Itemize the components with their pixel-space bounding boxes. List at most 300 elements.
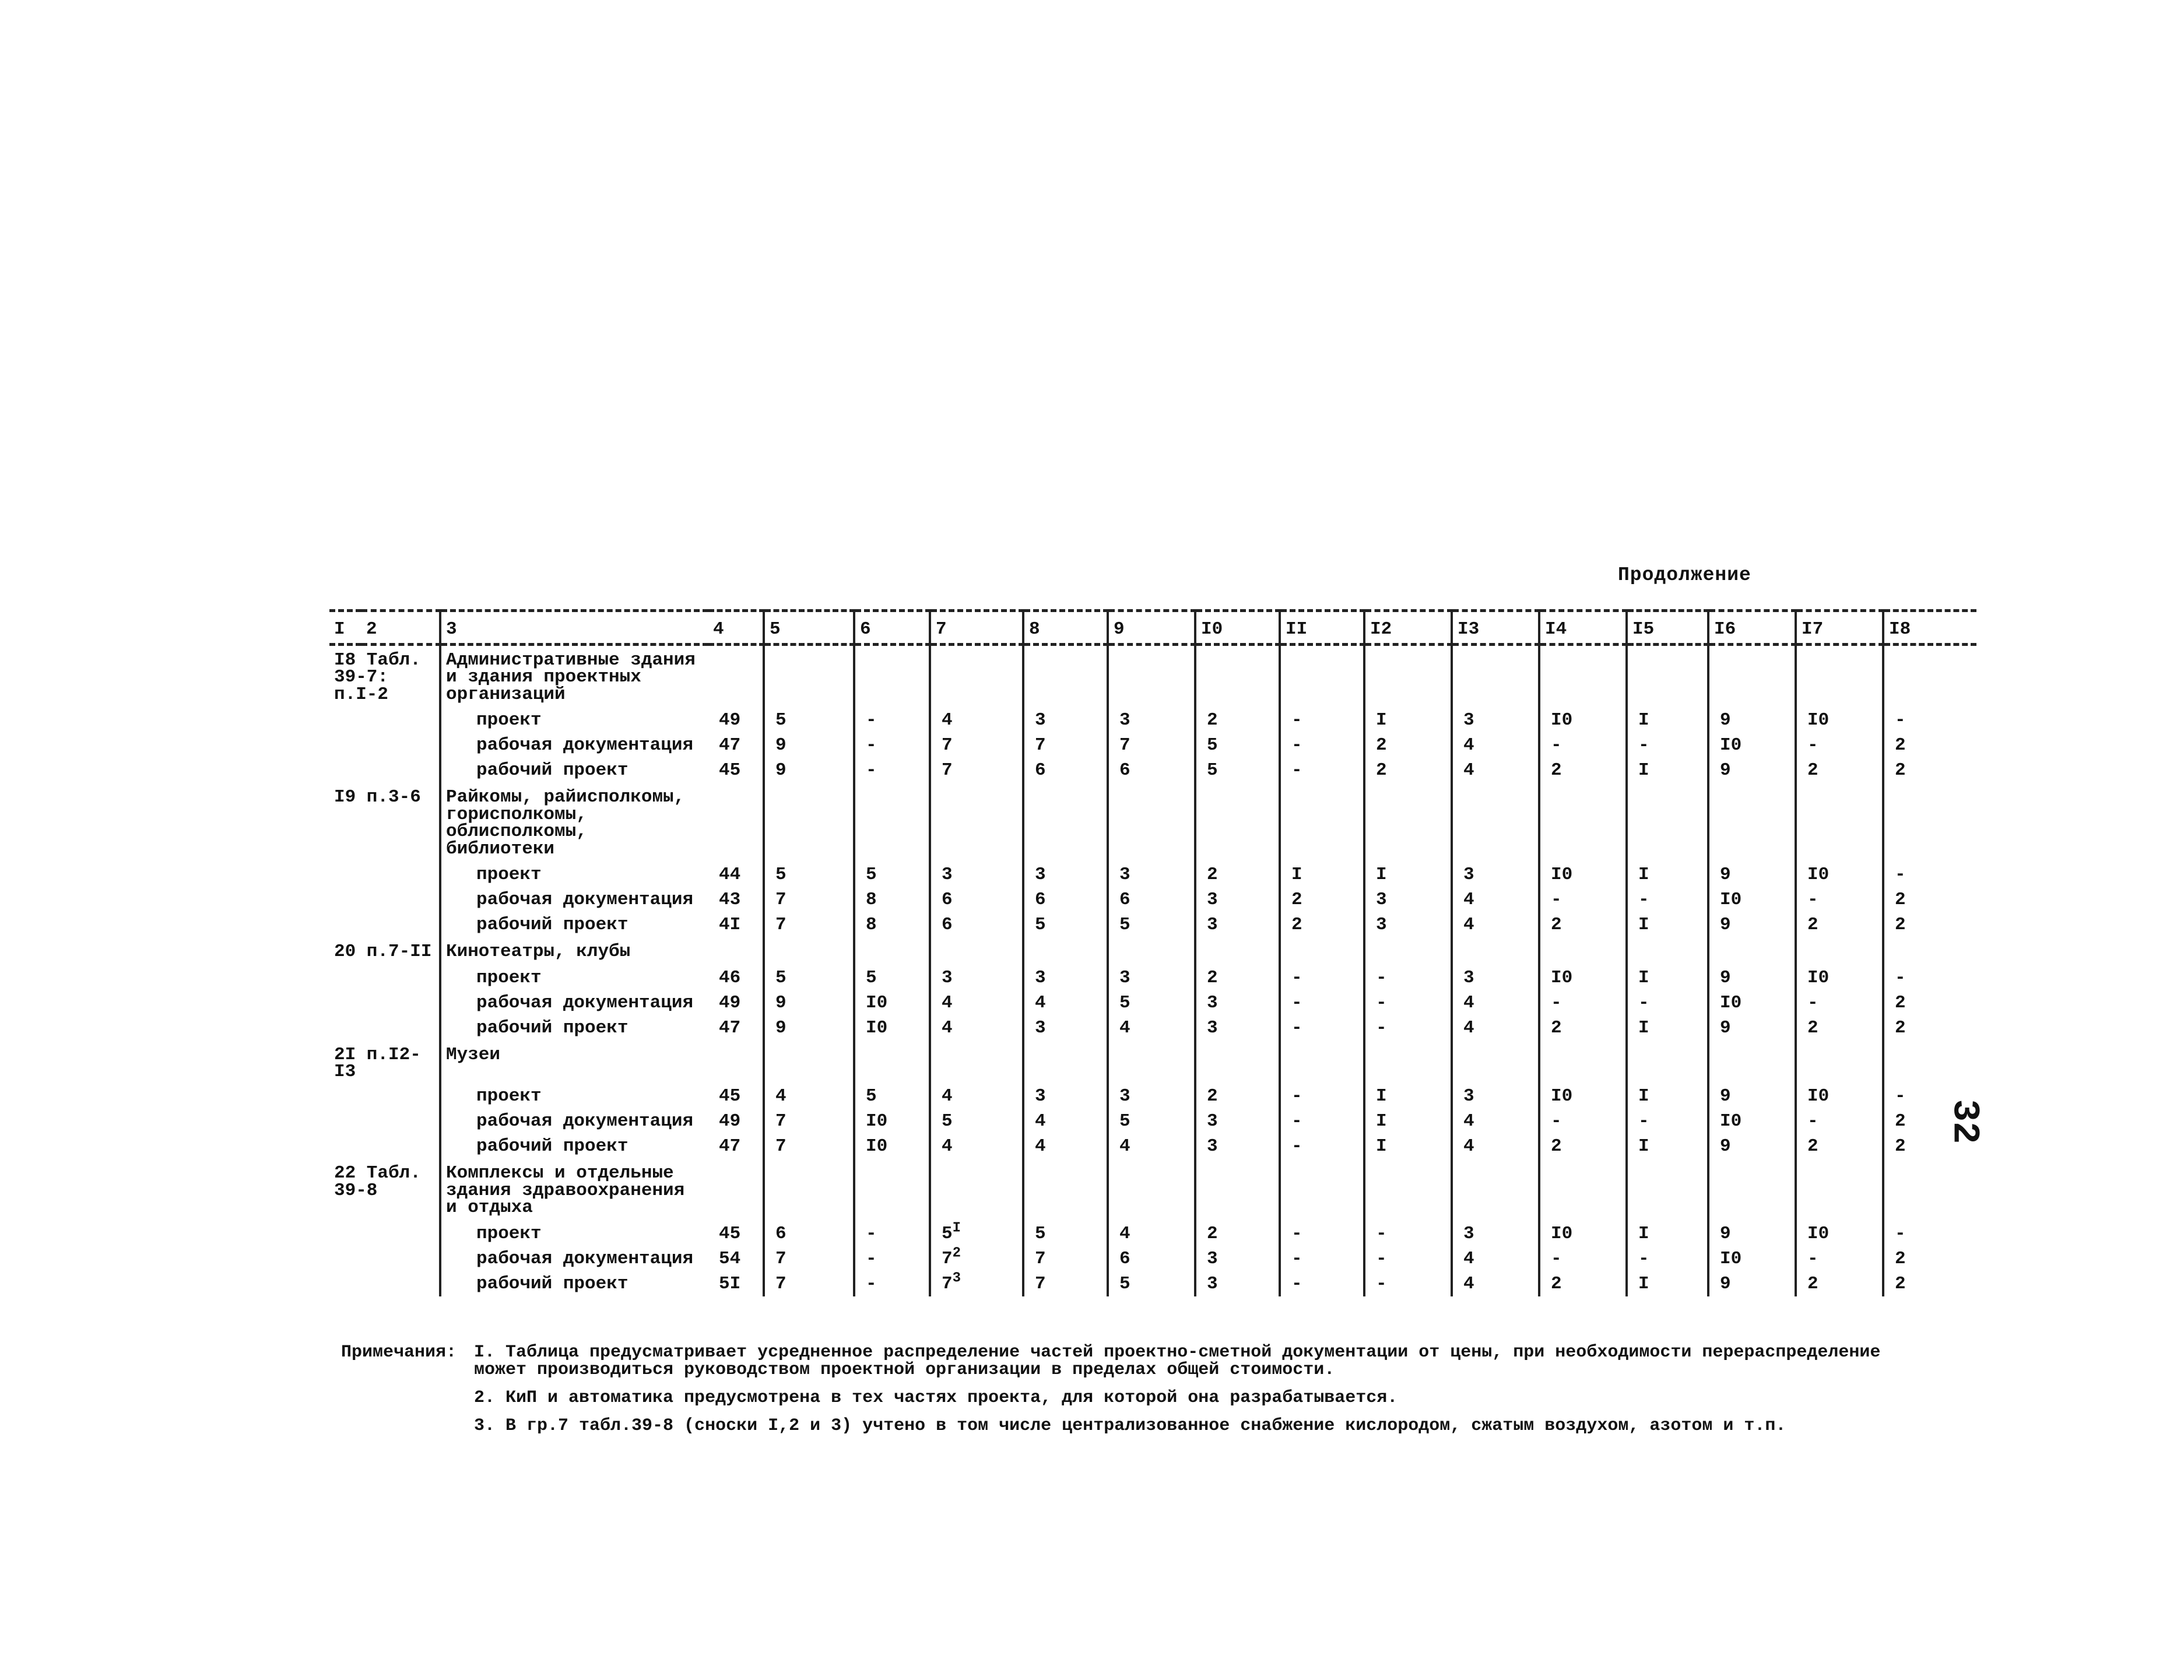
table-cell xyxy=(1364,912,1452,937)
cell-value: I0 xyxy=(1720,1248,1742,1269)
table-cell xyxy=(1195,1084,1280,1109)
table-cell xyxy=(930,1271,1023,1296)
cell-value: 3 xyxy=(1207,992,1218,1013)
cell-value: - xyxy=(1895,967,1906,988)
cell-value: I0 xyxy=(1807,967,1830,988)
cell-value: I0 xyxy=(866,1136,888,1157)
table-cell xyxy=(1195,733,1280,758)
cell-value: 9 xyxy=(1720,1086,1731,1107)
row-label: рабочая документация xyxy=(440,733,708,758)
table-cell xyxy=(1364,733,1452,758)
cell-value: - xyxy=(1291,760,1302,781)
cell-value: I xyxy=(1638,1273,1649,1294)
empty-cell xyxy=(854,937,930,965)
table-cell xyxy=(1627,1015,1708,1041)
table-cell xyxy=(1364,1134,1452,1159)
table-cell xyxy=(1627,990,1708,1015)
table-cell xyxy=(764,1221,854,1246)
cell-value: 2 xyxy=(1895,760,1906,781)
cell-value: 2 xyxy=(1207,1086,1218,1107)
cell-value: I0 xyxy=(866,1111,888,1132)
cell-value: 4 xyxy=(1119,1223,1130,1244)
table-cell xyxy=(930,1084,1023,1109)
table-cell xyxy=(1883,887,1976,912)
cell-value: 3 xyxy=(1207,1273,1218,1294)
column-header: I2 xyxy=(1364,611,1452,645)
table-cell xyxy=(1195,887,1280,912)
cell-value: - xyxy=(1291,1223,1302,1244)
table-cell xyxy=(1708,1246,1796,1271)
cell-value: 4 xyxy=(1463,1017,1474,1038)
table-cell xyxy=(854,1271,930,1296)
table-cell xyxy=(1280,862,1364,887)
cell-value: 2 xyxy=(1551,760,1562,781)
table-cell xyxy=(708,912,764,937)
table-cell xyxy=(1539,990,1627,1015)
table-cell xyxy=(1195,1246,1280,1271)
empty-cell xyxy=(1108,783,1195,862)
table-cell xyxy=(1708,758,1796,783)
table-cell xyxy=(708,708,764,733)
empty-cell xyxy=(1108,1041,1195,1084)
cell-value: - xyxy=(1551,1111,1562,1132)
table-cell xyxy=(1452,912,1539,937)
empty-cell xyxy=(1364,645,1452,708)
table-cell xyxy=(1364,1084,1452,1109)
table-cell xyxy=(930,1134,1023,1159)
cell-value: 9 xyxy=(775,760,786,781)
notes-label: Примечания: xyxy=(341,1342,457,1362)
cell-value: 7 xyxy=(775,1273,786,1294)
table-cell xyxy=(764,1084,854,1109)
table-cell xyxy=(1796,965,1883,990)
table-cell xyxy=(1452,1015,1539,1041)
cell-value: I xyxy=(1638,760,1649,781)
cell-value: 4 xyxy=(942,992,953,1013)
table-cell xyxy=(1627,733,1708,758)
table-group-row xyxy=(329,1041,1976,1084)
table-cell xyxy=(930,708,1023,733)
empty-cell xyxy=(1883,645,1976,708)
cell-value: 4 xyxy=(942,1086,953,1107)
cell-value: I xyxy=(1376,1111,1387,1132)
table-row xyxy=(329,1015,1976,1041)
cell-value: 3 xyxy=(1035,967,1046,988)
cell-value: 3 xyxy=(1207,890,1218,911)
cell-value: 4 xyxy=(1463,1111,1474,1132)
cell-value: - xyxy=(866,760,877,781)
cell-value: 2 xyxy=(1376,735,1387,756)
empty-cell xyxy=(1364,783,1452,862)
empty-cell xyxy=(1452,1159,1539,1221)
table-cell xyxy=(930,1015,1023,1041)
table-cell xyxy=(1280,912,1364,937)
cell-value: 5 xyxy=(1035,915,1046,936)
cell-value: 3 xyxy=(1463,710,1474,731)
empty-cell xyxy=(708,783,764,862)
table-cell xyxy=(1023,862,1108,887)
empty-cell xyxy=(1023,1041,1108,1084)
table-cell xyxy=(854,1109,930,1134)
table-cell xyxy=(1280,1134,1364,1159)
table-cell xyxy=(1708,1134,1796,1159)
table-cell xyxy=(1023,1084,1108,1109)
cell-value: I xyxy=(1291,864,1302,885)
cell-value: 3 xyxy=(1035,710,1046,731)
column-header: I4 xyxy=(1539,611,1627,645)
cell-value: 3 xyxy=(1119,967,1130,988)
cell-value: - xyxy=(1291,1086,1302,1107)
table-cell xyxy=(1539,1015,1627,1041)
group-number: 2I п.I2-I3 xyxy=(334,1044,421,1082)
empty-cell xyxy=(930,645,1023,708)
cell-value: 2 xyxy=(1207,967,1218,988)
cell-value: 3 xyxy=(1035,1086,1046,1107)
cell-value: I xyxy=(1638,1223,1649,1244)
cell-value: 2 xyxy=(1207,1223,1218,1244)
table-cell xyxy=(764,1246,854,1271)
table-group-row xyxy=(329,1159,1976,1221)
cell-value: - xyxy=(1291,735,1302,756)
group-number: I9 п.3-6 xyxy=(334,787,421,808)
cell-value: - xyxy=(1807,890,1818,911)
empty-cell xyxy=(764,1041,854,1084)
column-header: I5 xyxy=(1627,611,1708,645)
table-cell xyxy=(854,965,930,990)
group-title: Комплексы и отдельные здания здравоохранения и отдыха xyxy=(440,1159,708,1221)
cell-value: 2 xyxy=(1895,915,1906,936)
cell-value: 4 xyxy=(1463,1248,1474,1269)
cell-value: 7 xyxy=(942,1273,953,1294)
cell-value: I xyxy=(1638,1017,1649,1038)
cell-value: 6 xyxy=(1119,760,1130,781)
table-cell xyxy=(1883,1109,1976,1134)
table-cell xyxy=(1452,1134,1539,1159)
table-cell xyxy=(1452,1084,1539,1109)
cell-value: 4 xyxy=(775,1086,786,1107)
table-cell xyxy=(1364,758,1452,783)
table-cell xyxy=(1364,887,1452,912)
cell-value: I0 xyxy=(1807,864,1830,885)
cell-value: I xyxy=(1376,1136,1387,1157)
table-cell xyxy=(1708,862,1796,887)
empty-cell xyxy=(1280,937,1364,965)
empty-cell xyxy=(1627,1041,1708,1084)
table-cell xyxy=(1364,1221,1452,1246)
empty-cell xyxy=(1883,1041,1976,1084)
cell-value: 54 xyxy=(719,1248,741,1269)
cell-value: 4 xyxy=(1463,760,1474,781)
table-cell xyxy=(1023,1221,1108,1246)
table-cell xyxy=(1108,1134,1195,1159)
cell-value: - xyxy=(1638,890,1649,911)
table-cell xyxy=(1195,1221,1280,1246)
table-cell xyxy=(1627,1109,1708,1134)
table-cell xyxy=(1539,862,1627,887)
empty-cell xyxy=(1539,937,1627,965)
table-row xyxy=(329,1084,1976,1109)
table-cell xyxy=(1883,758,1976,783)
table-cell xyxy=(1796,1246,1883,1271)
cell-value: 4 xyxy=(1463,992,1474,1013)
table-cell xyxy=(1796,1084,1883,1109)
cell-value: 5 xyxy=(775,967,786,988)
empty-cell xyxy=(329,990,440,1015)
table-cell xyxy=(1539,758,1627,783)
table-cell xyxy=(1280,1109,1364,1134)
cell-value: 5 xyxy=(775,710,786,731)
cell-value: - xyxy=(1376,1017,1387,1038)
cell-value: I0 xyxy=(1720,1111,1742,1132)
cell-value: - xyxy=(1551,1248,1562,1269)
cell-value: - xyxy=(1291,992,1302,1013)
table-cell xyxy=(1108,1109,1195,1134)
empty-cell xyxy=(1708,1041,1796,1084)
table-cell xyxy=(764,708,854,733)
cell-value: 49 xyxy=(719,710,741,731)
table-cell xyxy=(1883,965,1976,990)
cell-value: 8 xyxy=(866,890,877,911)
table-cell xyxy=(1023,912,1108,937)
cell-value: 4 xyxy=(1035,992,1046,1013)
cell-value: 9 xyxy=(1720,1017,1731,1038)
table-cell xyxy=(764,1134,854,1159)
table-cell xyxy=(930,1221,1023,1246)
table-row xyxy=(329,758,1976,783)
table-cell xyxy=(1627,887,1708,912)
cell-value: 2 xyxy=(1551,1273,1562,1294)
cell-value: - xyxy=(866,710,877,731)
empty-cell xyxy=(1195,783,1280,862)
cell-value: I0 xyxy=(866,1017,888,1038)
cell-value: 9 xyxy=(1720,967,1731,988)
cell-value: 6 xyxy=(775,1223,786,1244)
empty-cell xyxy=(1539,1159,1627,1221)
cell-value: 3 xyxy=(1207,1111,1218,1132)
table-row xyxy=(329,887,1976,912)
note-item: 2. КиП и автоматика предусмотрена в тех частях проекта, для которой она разрабатывается. xyxy=(474,1388,1398,1408)
cell-value: 2 xyxy=(1895,1273,1906,1294)
table-cell xyxy=(1883,708,1976,733)
empty-cell xyxy=(329,708,440,733)
cell-value: 9 xyxy=(1720,1273,1731,1294)
table-cell xyxy=(1796,912,1883,937)
cell-value: I xyxy=(1376,710,1387,731)
empty-cell xyxy=(1280,1041,1364,1084)
cell-value: 47 xyxy=(719,1136,741,1157)
table-cell xyxy=(930,1246,1023,1271)
cell-value: 2 xyxy=(1207,864,1218,885)
cell-value: I0 xyxy=(1807,710,1830,731)
column-header: I xyxy=(329,611,361,645)
cell-value: - xyxy=(1807,1248,1818,1269)
table-cell xyxy=(1108,1221,1195,1246)
cell-value: 2 xyxy=(1807,1273,1818,1294)
table-cell xyxy=(930,912,1023,937)
cell-value: 9 xyxy=(1720,1223,1731,1244)
cell-value: 9 xyxy=(775,735,786,756)
cell-value: 49 xyxy=(719,1111,741,1132)
table-cell xyxy=(1023,990,1108,1015)
cell-value: 4 xyxy=(942,1136,953,1157)
cell-value: - xyxy=(866,735,877,756)
table-cell xyxy=(708,1246,764,1271)
table-cell xyxy=(1280,1221,1364,1246)
cell-value: 4 xyxy=(1463,735,1474,756)
cell-value: 3 xyxy=(1035,1017,1046,1038)
cell-value: 7 xyxy=(1035,735,1046,756)
cell-value: 3 xyxy=(1463,864,1474,885)
empty-cell xyxy=(329,1109,440,1134)
table-cell xyxy=(1452,733,1539,758)
cell-value: - xyxy=(1807,1111,1818,1132)
cell-value: - xyxy=(1551,890,1562,911)
cell-value: 46 xyxy=(719,967,741,988)
table-cell xyxy=(930,1109,1023,1134)
table-cell xyxy=(1539,887,1627,912)
cell-value: - xyxy=(1291,967,1302,988)
table-cell xyxy=(930,965,1023,990)
group-title: Административные здания и здания проектных организаций xyxy=(440,645,708,708)
cell-value: I xyxy=(1376,1086,1387,1107)
cell-value: 2 xyxy=(1551,1017,1562,1038)
cell-value: 3 xyxy=(1376,915,1387,936)
cell-value: I0 xyxy=(1720,992,1742,1013)
cell-value: - xyxy=(1807,735,1818,756)
empty-cell xyxy=(930,783,1023,862)
table-cell xyxy=(1539,708,1627,733)
row-label: проект xyxy=(440,1221,708,1246)
table-cell xyxy=(1627,965,1708,990)
empty-cell xyxy=(1708,1159,1796,1221)
empty-cell xyxy=(1539,1041,1627,1084)
cell-value: 2 xyxy=(1807,1017,1818,1038)
cell-value: 2 xyxy=(1895,735,1906,756)
row-label: рабочий проект xyxy=(440,1015,708,1041)
table-cell xyxy=(708,990,764,1015)
table-row xyxy=(329,708,1976,733)
cell-value: 4 xyxy=(1463,915,1474,936)
table-cell xyxy=(1627,1134,1708,1159)
table-cell xyxy=(1364,1015,1452,1041)
table-cell xyxy=(1195,1134,1280,1159)
cell-value: I xyxy=(1376,864,1387,885)
cell-value: 5 xyxy=(775,864,786,885)
cell-value: 9 xyxy=(1720,1136,1731,1157)
empty-cell xyxy=(1023,645,1108,708)
cell-value: 2 xyxy=(1895,1248,1906,1269)
empty-cell xyxy=(1023,937,1108,965)
table-cell xyxy=(764,887,854,912)
table-cell xyxy=(1452,990,1539,1015)
table-cell xyxy=(708,1084,764,1109)
empty-cell xyxy=(329,758,440,783)
empty-cell xyxy=(1108,937,1195,965)
empty-cell xyxy=(1452,783,1539,862)
table-cell xyxy=(1280,1271,1364,1296)
table-cell xyxy=(1539,1246,1627,1271)
table-cell xyxy=(1796,1109,1883,1134)
empty-cell xyxy=(1108,1159,1195,1221)
cell-value: 2 xyxy=(1895,992,1906,1013)
cell-value: I xyxy=(1638,1086,1649,1107)
table-cell xyxy=(708,1271,764,1296)
cell-value: - xyxy=(1291,1111,1302,1132)
cell-value: 5 xyxy=(1119,1111,1130,1132)
column-header: 6 xyxy=(854,611,930,645)
empty-cell xyxy=(329,1271,440,1296)
cell-value: 2 xyxy=(1807,760,1818,781)
cell-value: 7 xyxy=(1035,1273,1046,1294)
cell-value: 2 xyxy=(1291,890,1302,911)
table-cell xyxy=(854,733,930,758)
cell-value: I0 xyxy=(1551,1086,1573,1107)
table-group-row xyxy=(329,645,1976,708)
table-cell xyxy=(1796,758,1883,783)
empty-cell xyxy=(1708,645,1796,708)
column-header: I3 xyxy=(1452,611,1539,645)
cell-value: I xyxy=(1638,864,1649,885)
table-cell xyxy=(1280,708,1364,733)
table-cell xyxy=(1883,990,1976,1015)
empty-cell xyxy=(1195,645,1280,708)
cell-value: 2 xyxy=(1807,1136,1818,1157)
cell-value: 2 xyxy=(1291,915,1302,936)
cell-value: I0 xyxy=(1720,890,1742,911)
cell-value: - xyxy=(866,1248,877,1269)
table-cell xyxy=(854,1221,930,1246)
cell-value: 3 xyxy=(1463,1223,1474,1244)
cell-value: - xyxy=(1551,735,1562,756)
empty-cell xyxy=(1883,1159,1976,1221)
table-cell xyxy=(1280,887,1364,912)
cell-value: 3 xyxy=(1119,864,1130,885)
cell-value: - xyxy=(1551,992,1562,1013)
cell-value: 7 xyxy=(942,735,953,756)
table-row xyxy=(329,912,1976,937)
table-cell xyxy=(1108,887,1195,912)
cell-value: 2 xyxy=(1376,760,1387,781)
cell-value: 4 xyxy=(942,710,953,731)
table-cell xyxy=(764,758,854,783)
table-cell xyxy=(1452,1221,1539,1246)
cell-value: I0 xyxy=(1551,967,1573,988)
table-cell xyxy=(1627,912,1708,937)
table-cell xyxy=(1364,990,1452,1015)
column-header: I0 xyxy=(1195,611,1280,645)
table-cell xyxy=(764,912,854,937)
row-label: рабочая документация xyxy=(440,990,708,1015)
empty-cell xyxy=(708,645,764,708)
table-cell xyxy=(854,912,930,937)
empty-cell xyxy=(854,645,930,708)
cell-value: I0 xyxy=(866,992,888,1013)
cell-value: - xyxy=(1291,1017,1302,1038)
table-cell xyxy=(1108,965,1195,990)
empty-cell xyxy=(1796,783,1883,862)
table-cell xyxy=(1883,1221,1976,1246)
cell-value: 5 xyxy=(1207,760,1218,781)
cell-value: 3 xyxy=(1119,710,1130,731)
table-cell xyxy=(1796,1134,1883,1159)
row-label: рабочий проект xyxy=(440,1271,708,1296)
row-label: проект xyxy=(440,862,708,887)
table-cell xyxy=(1883,1134,1976,1159)
cell-value: 8 xyxy=(866,915,877,936)
group-title: Райкомы, райисполкомы, горисполкомы, облисполкомы, библиотеки xyxy=(440,783,708,862)
column-header: 2 xyxy=(361,611,440,645)
cell-value: I0 xyxy=(1807,1086,1830,1107)
